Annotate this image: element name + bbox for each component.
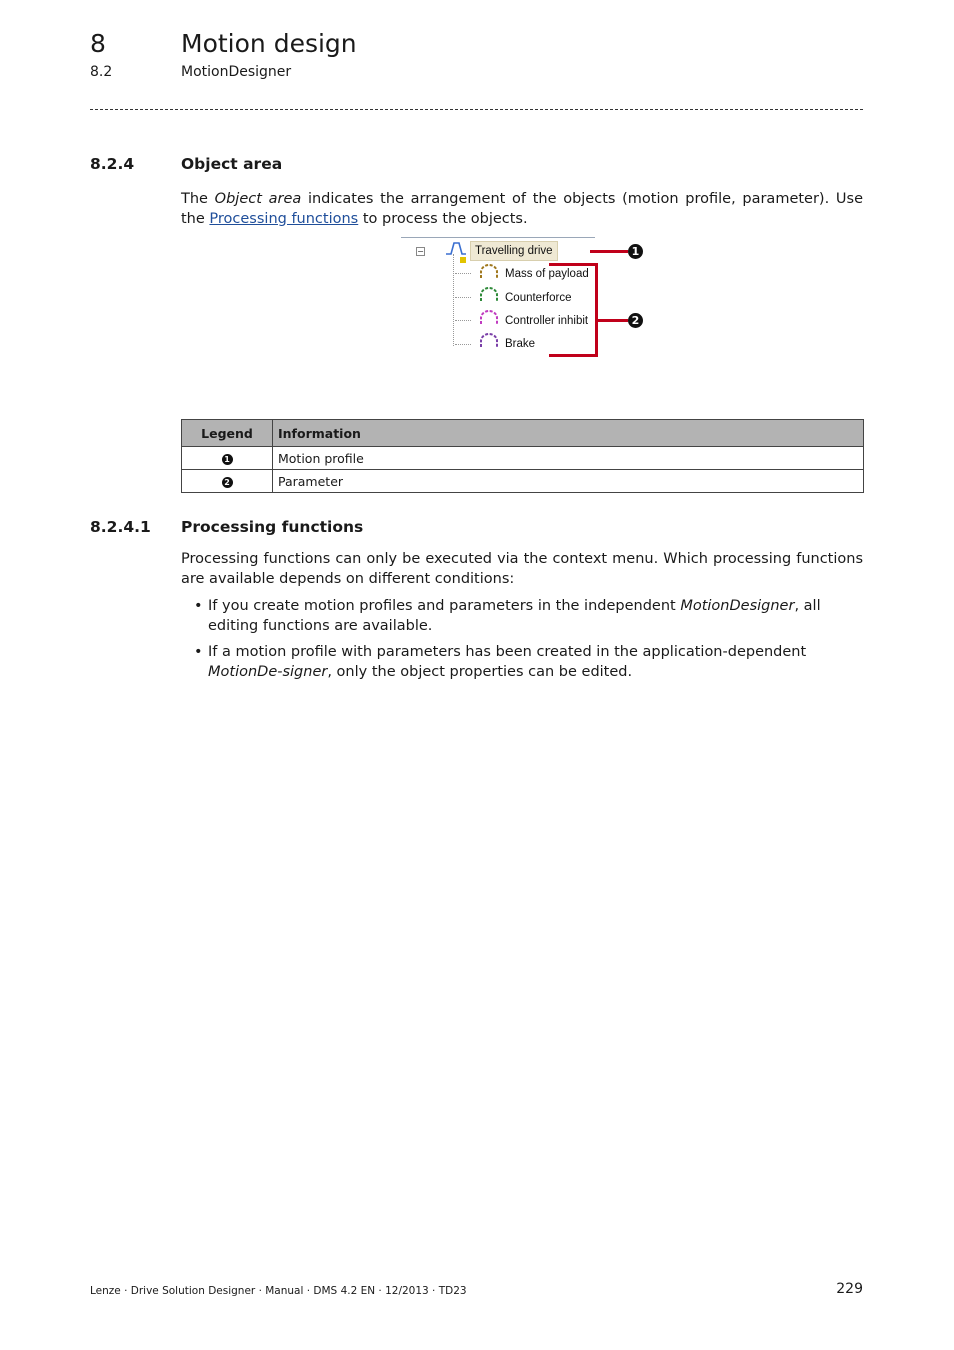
bullet2-emphasis: MotionDe-signer — [208, 663, 328, 680]
list-item — [181, 643, 863, 682]
collapse-toggle-icon[interactable]: − — [417, 247, 424, 256]
figure-top-border — [401, 237, 595, 238]
processing-functions-paragraph: Processing functions can only be executed via the context menu. Which processing functions are available depends on different conditions: — [181, 551, 863, 587]
marker-1-badge: 1 — [222, 454, 233, 465]
table-header-row — [182, 420, 864, 447]
legend-column-header: Legend — [182, 420, 273, 447]
page-number: 229 — [836, 1281, 863, 1297]
object-area-figure — [400, 236, 660, 361]
chapter-number: 8 — [90, 29, 106, 58]
callout-1-badge: 1 — [628, 244, 643, 259]
bullet-marker: • — [194, 644, 203, 660]
tree-node-controller-inhibit[interactable]: Controller inhibit — [505, 315, 589, 327]
section-number: 8.2 — [90, 64, 113, 80]
tree-node-mass-of-payload[interactable]: Mass of payload — [505, 268, 589, 280]
legend-marker-cell — [182, 470, 273, 493]
tree-branch — [455, 320, 471, 321]
section-title: MotionDesigner — [181, 64, 292, 80]
processing-functions-link[interactable]: Processing functions — [209, 210, 359, 227]
bullet2-text-pre: If a motion profile with parameters has been created in the application-dependent — [208, 644, 807, 660]
bullet1-text-post: , all editing functions are available. — [208, 598, 821, 634]
information-cell: Parameter — [273, 470, 864, 493]
para-emphasis-object-area: Object area — [214, 191, 302, 207]
tree-node-counterforce[interactable]: Counterforce — [505, 292, 572, 304]
header-divider — [90, 109, 863, 110]
callout-2-leader — [598, 319, 628, 322]
parameter-icon — [479, 310, 499, 326]
object-area-paragraph — [181, 190, 863, 229]
tree-connector-line — [453, 254, 454, 346]
parameter-icon — [479, 264, 499, 280]
heading-number-8241: 8.2.4.1 — [90, 518, 151, 536]
para-text-post: to process the objects. — [358, 210, 528, 227]
legend-marker-cell — [182, 447, 273, 470]
tree-branch — [455, 344, 471, 345]
motion-profile-icon — [444, 240, 468, 266]
parameter-icon — [479, 287, 499, 303]
marker-2-badge: 2 — [222, 477, 233, 488]
legend-table — [181, 419, 864, 493]
table-row — [182, 470, 864, 493]
bullet1-text-pre: If you create motion profiles and parameters in the independent — [208, 598, 681, 614]
bullet-marker: • — [194, 598, 203, 614]
tree-node-travelling-drive[interactable]: Travelling drive — [470, 241, 558, 261]
parameters-bracket — [549, 263, 598, 357]
tree-node-brake[interactable]: Brake — [505, 338, 536, 350]
list-item — [181, 597, 863, 636]
parameter-icon — [479, 333, 499, 349]
heading-number-824: 8.2.4 — [90, 155, 135, 173]
chapter-title: Motion design — [181, 29, 357, 58]
heading-processing-functions: Processing functions — [181, 518, 364, 536]
information-column-header: Information — [273, 420, 864, 447]
callout-2-badge: 2 — [628, 313, 643, 328]
page-footer: Lenze · Drive Solution Designer · Manual · DMS 4.2 EN · 12/2013 · TD23 — [90, 1285, 467, 1297]
bullet1-emphasis: MotionDesigner — [680, 598, 795, 614]
para-text-pre: The — [181, 191, 215, 207]
tree-branch — [455, 297, 471, 298]
table-row — [182, 447, 864, 470]
tree-branch — [455, 273, 471, 274]
bullet2-text-post: , only the object properties can be edited. — [327, 663, 633, 680]
conditions-bullet-list — [181, 597, 863, 689]
heading-object-area: Object area — [181, 155, 283, 173]
callout-1-leader — [590, 250, 628, 253]
para-text-mid: indicates the arrangement of the objects (motion profile, parameter). Use the — [181, 191, 863, 227]
information-cell: Motion profile — [273, 447, 864, 470]
